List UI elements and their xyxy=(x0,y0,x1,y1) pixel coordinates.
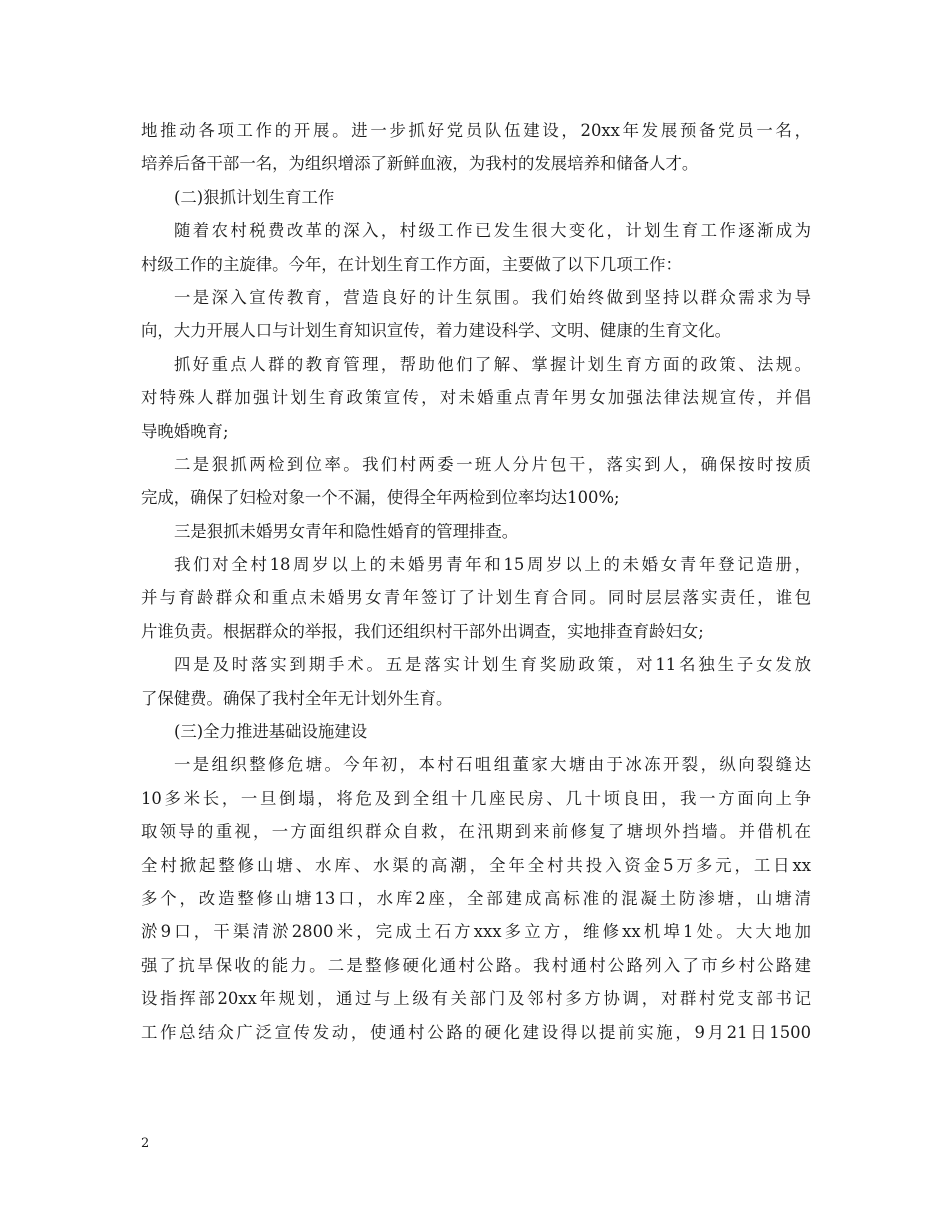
text-line: 淤9口，干渠清淤2800米，完成土石方xxx多立方，维修xx机埠1处。大大地加 xyxy=(141,922,811,942)
text-line: 向，大力开展人口与计划生育知识宣传，着力建设科学、文明、健康的生育文化。 xyxy=(141,321,732,341)
text-line: 了保健费。确保了我村全年无计划外生育。 xyxy=(141,688,453,708)
body-text xyxy=(141,114,811,1049)
text-line: 10多米长，一旦倒塌，将危及到全组十几座民房、几十顷良田，我一方面向上争 xyxy=(141,788,811,808)
text-line: 强了抗旱保收的能力。二是整修硬化通村公路。我村通村公路列入了市乡村公路建 xyxy=(141,955,811,975)
text-line: 抓好重点人群的教育管理，帮助他们了解、掌握计划生育方面的政策、法规。 xyxy=(174,354,811,374)
text-line: 地推动各项工作的开展。进一步抓好党员队伍建设，20xx年发展预备党员一名， xyxy=(141,121,811,140)
text-line: 完成，确保了妇检对象一个不漏，使得全年两检到位率均达100%; xyxy=(141,488,620,508)
text-line: 设指挥部20xx年规划，通过与上级有关部门及邻村多方协调，对群村党支部书记 xyxy=(141,989,811,1009)
page-number: 2 xyxy=(141,1136,150,1151)
text-line: 四是及时落实到期手术。五是落实计划生育奖励政策，对11名独生子女发放 xyxy=(174,655,811,675)
text-line: (三)全力推进基础设施建设 xyxy=(174,722,368,742)
text-line: 三是狠抓未婚男女青年和隐性婚育的管理排查。 xyxy=(174,521,519,541)
text-line: 村级工作的主旋律。今年，在计划生育工作方面，主要做了以下几项工作： xyxy=(141,254,682,274)
text-line: 随着农村税费改革的深入，村级工作已发生很大变化，计划生育工作逐渐成为 xyxy=(174,221,811,241)
text-line: (二)狠抓计划生育工作 xyxy=(174,187,335,207)
text-line: 二是狠抓两检到位率。我们村两委一班人分片包干，落实到人，确保按时按质 xyxy=(174,454,811,474)
text-line: 取领导的重视，一方面组织群众自救，在汛期到来前修复了塘坝外挡墙。并借机在 xyxy=(141,822,811,842)
text-line: 工作总结众广泛宣传发动，使通村公路的硬化建设得以提前实施，9月21日1500 xyxy=(141,1022,811,1042)
text-line: 导晚婚晚育; xyxy=(141,421,229,441)
text-line: 对特殊人群加强计划生育政策宣传，对未婚重点青年男女加强法律法规宣传，并倡 xyxy=(141,388,811,408)
text-line: 多个，改造整修山塘13口，水库2座，全部建成高标准的混凝土防渗塘，山塘清 xyxy=(141,888,811,908)
text-line: 全村掀起整修山塘、水库、水渠的高潮，全年全村共投入资金5万多元，工日xx xyxy=(141,855,811,875)
text-line: 片谁负责。根据群众的举报，我们还组织村干部外出调查，实地排查育龄妇女; xyxy=(141,621,704,641)
text-line: 我们对全村18周岁以上的未婚男青年和15周岁以上的未婚女青年登记造册， xyxy=(174,555,811,575)
text-line: 并与育龄群众和重点未婚男女青年签订了计划生育合同。同时层层落实责任，谁包 xyxy=(141,588,811,608)
text-line: 一是深入宣传教育，营造良好的计生氛围。我们始终做到坚持以群众需求为导 xyxy=(174,287,811,307)
text-line: 一是组织整修危塘。今年初，本村石咀组董家大塘由于冰冻开裂，纵向裂缝达 xyxy=(174,755,811,775)
text-line: 培养后备干部一名，为组织增添了新鲜血液，为我村的发展培养和储备人才。 xyxy=(141,154,699,174)
